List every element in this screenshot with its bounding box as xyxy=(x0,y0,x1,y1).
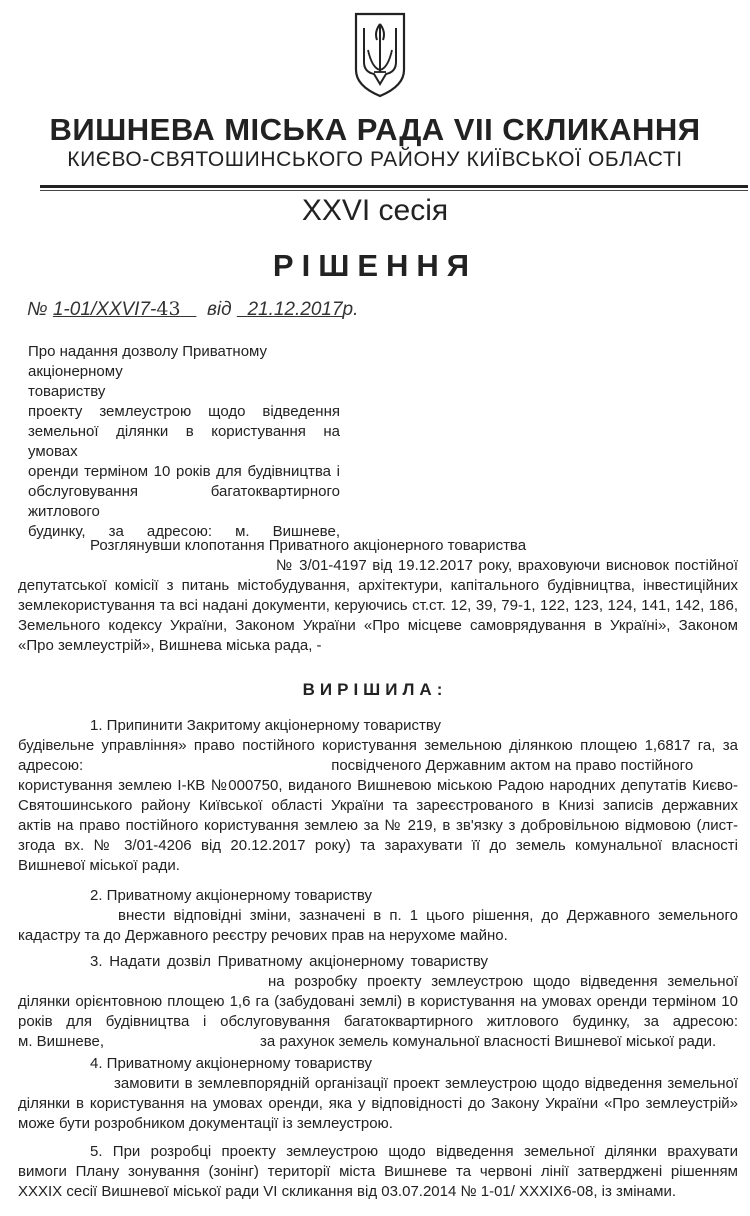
handwritten-number: 43 xyxy=(156,298,181,320)
header-divider xyxy=(40,185,748,188)
preamble-line: № 3/01-4197 від 19.12.2017 року, враховуючи висновок постійної xyxy=(276,557,738,574)
item-line: XXXIX сесії Вишневої міської ради VI скликання від 03.07.2014 № 1-01/ XXXIX6-08, із змінами. xyxy=(18,1183,677,1200)
item-line: згода вх. № 3/01-4206 від 20.12.2017 року) та зарахувати її до земель комунальної власності xyxy=(18,837,738,854)
item-line: може бути розробником документації із землеустрою. xyxy=(18,1115,393,1132)
subject-line: товариству xyxy=(28,383,106,400)
item-line: вимоги Плану зонування (зонінг) території міста Вишневе та червоні лінії затверджені рішенням xyxy=(18,1163,738,1180)
resolved-heading: ВИРІШИЛА: xyxy=(302,680,448,699)
session-title: XXVI сесія xyxy=(301,194,449,227)
subject-line: будинку, за адресою: м. Вишневе, xyxy=(28,523,340,540)
decision-title: РІШЕННЯ xyxy=(272,248,478,283)
decision-date: 21.12.2017 xyxy=(247,299,343,320)
preamble-line: «Про землеустрій», Вишнева міська рада, - xyxy=(18,637,322,654)
item-line: актів на право постійного користування землею за № 219, в зв'язку з добровільною відмовою (лист- xyxy=(18,817,738,834)
preamble xyxy=(18,536,738,656)
decision-number: 1-01/XXVI7-43 xyxy=(52,298,181,320)
item-line: ділянки орієнтовною площею 1,6 га (забудовані землі) в користування на умовах оренди терміном 10 xyxy=(18,993,738,1010)
item-line: 2. Приватному акціонерному товариству xyxy=(90,887,372,904)
district-name: КИЄВО-СВЯТОШИНСЬКОГО РАЙОНУ КИЇВСЬКОЇ ОБЛАСТІ xyxy=(67,148,683,171)
item-line: на розробку проекту землеустрою щодо відведення земельної xyxy=(268,973,738,990)
item-line: 3. Надати дозвіл Приватному акціонерному товариству xyxy=(90,953,488,970)
preamble-line: землекористування та всі надані документи, керуючись ст.ст. 12, 39, 79-1, 122, 123, 124, 141, 142, 186, xyxy=(18,597,738,614)
year-suffix: р. xyxy=(342,299,359,320)
item-line: замовити в землевпорядній організації проект землеустрою щодо відведення земельної xyxy=(114,1075,738,1092)
item-line: внести відповідні зміни, зазначені в п. 1 цього рішення, до Державного земельного xyxy=(118,907,738,924)
subject-line: обслуговування багатоквартирного житлового xyxy=(28,483,340,520)
subject-line: Про надання дозволу Приватному акціонерному xyxy=(28,343,268,380)
item-line: адресою: посвідченого Державним актом на право постійного xyxy=(18,757,694,774)
subject-line: земельної ділянки в користування на умовах xyxy=(28,423,340,460)
number-sign: № xyxy=(27,299,48,320)
from-label: від xyxy=(206,299,232,320)
item-line: користування землею І-КВ №000750, виданого Вишневою міською Радою народних депутатів Києво- xyxy=(18,777,738,794)
decision-item-5 xyxy=(18,1142,738,1202)
item-line: 4. Приватному акціонерному товариству xyxy=(90,1055,372,1072)
item-line: м. Вишневе, за рахунок земель комунальної власності Вишневої міської ради. xyxy=(18,1033,717,1050)
decision-item-1 xyxy=(18,716,738,876)
item-line: кадастру та до Державного реєстру речових прав на нерухоме майно. xyxy=(18,927,508,944)
item-line: 5. При розробці проекту землеустрою щодо відведення земельної ділянки врахувати xyxy=(90,1143,738,1160)
item-line: 1. Припинити Закритому акціонерному товариству xyxy=(90,717,441,734)
decision-item-2 xyxy=(18,886,738,946)
coat-of-arms-icon xyxy=(350,10,410,98)
decision-item-4 xyxy=(18,1054,738,1134)
subject-heading xyxy=(28,342,348,402)
preamble-line: депутатської комісії з питань містобудування, архітектури, капітального будівництва, інвестиційних xyxy=(18,577,738,594)
subject-details xyxy=(28,402,340,542)
subject-line: оренди терміном 10 років для будівництва і xyxy=(28,463,340,480)
council-name: ВИШНЕВА МІСЬКА РАДА VII СКЛИКАННЯ xyxy=(49,112,701,147)
preamble-line: Розглянувши клопотання Приватного акціонерного товариства xyxy=(90,537,527,554)
subject-line: проекту землеустрою щодо відведення xyxy=(28,403,340,420)
preamble-line: Земельного кодексу України, Законом України «Про місцеве самоврядування в Україні», Законом xyxy=(18,617,738,634)
item-line: будівельне управління» право постійного користування земельною ділянкою площею 1,6817 га, за xyxy=(18,737,738,754)
decision-number-line xyxy=(27,298,358,321)
item-line: Вишневої міської ради. xyxy=(18,857,180,874)
item-line: років для будівництва і обслуговування багатоквартирного житлового будинку, за адресою: xyxy=(18,1013,738,1030)
header-divider-thin xyxy=(40,190,748,191)
decision-item-3 xyxy=(18,952,738,1052)
item-line: Святошинського району Київської області України та зареєстрованого в Книзі записів державних xyxy=(18,797,738,814)
item-line: ділянки в користування на умовах оренди, яка у відповідності до Закону України «Про землеустрій» xyxy=(18,1095,738,1112)
